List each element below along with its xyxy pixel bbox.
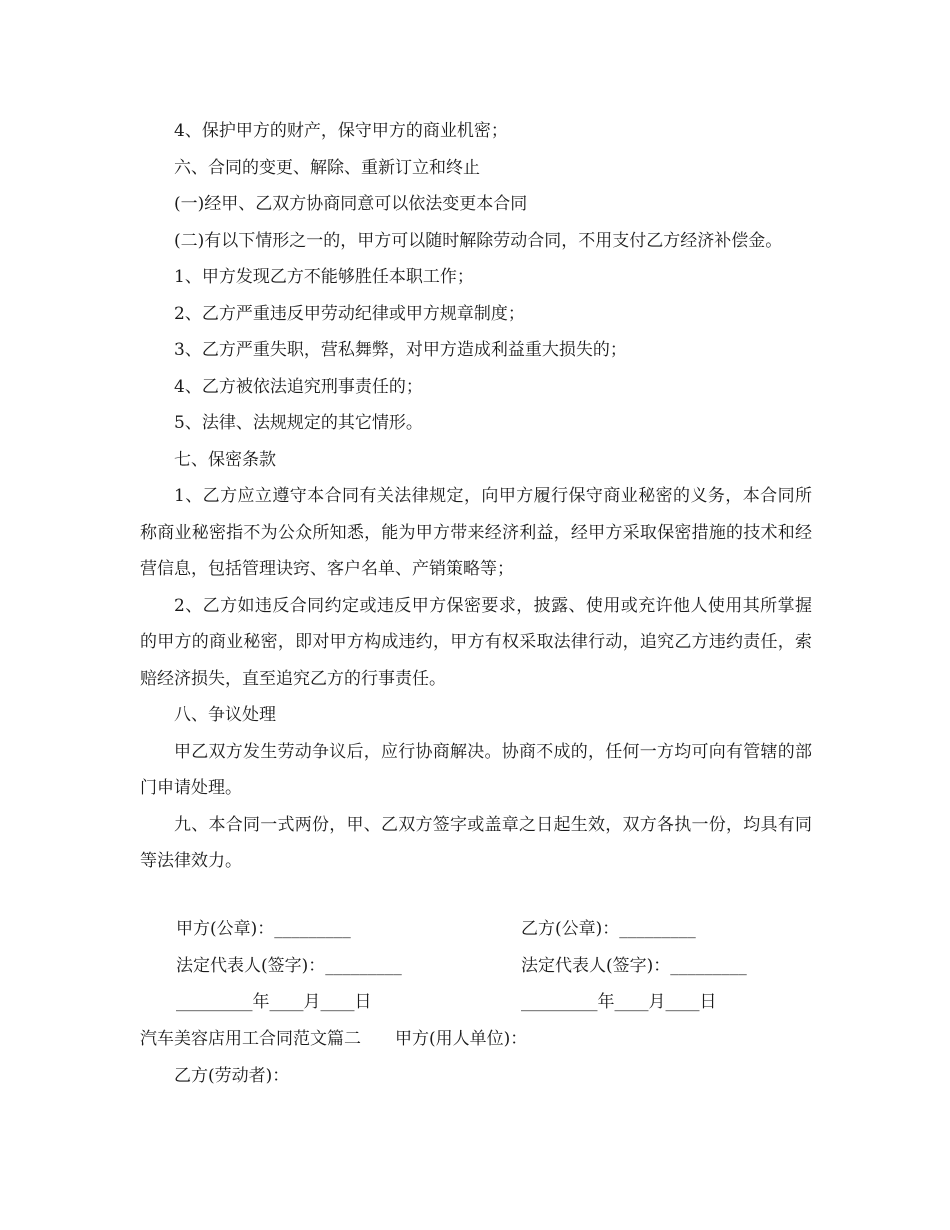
section-heading-8: 八、争议处理 [174, 705, 276, 725]
clause-protect-property: 4、保护甲方的财产，保守甲方的商业机密； [174, 121, 508, 141]
party-b-seal-line: 乙方(公章)：_________ [521, 919, 696, 939]
section-9-clause: 九、本合同一式两份，甲、乙双方签字或盖章之日起生效，双方各执一份，均具有同等法律效力。 [140, 814, 812, 871]
next-contract-start [140, 1021, 527, 1094]
next-contract-party-b-line: 乙方(劳动者)： [140, 1065, 290, 1086]
confidentiality-clause-1: 1、乙方应立遵守本合同有关法律规定，向甲方履行保守商业秘密的义务，本合同所称商业秘密指不为公众所知悉，能为甲方带来经济利益，经甲方采取保密措施的技术和经营信息，包括管理诀窍、客户名单、产销策略等； [140, 486, 812, 579]
party-b-representative-line: 法定代表人(签字)：_________ [521, 955, 747, 976]
dispute-clause: 甲乙双方发生劳动争议后，应行协商解决。协商不成的，任何一方均可向有管辖的部门申请处理。 [140, 741, 812, 798]
termination-item-2: 2、乙方严重违反甲劳动纪律或甲方规章制度； [174, 303, 525, 324]
section-heading-7: 七、保密条款 [174, 449, 276, 470]
party-a-date-line: _________年____月____日 [176, 992, 372, 1012]
clause-termination-conditions: (二)有以下情形之一的，甲方可以随时解除劳动合同，不用支付乙方经济补偿金。 [174, 230, 783, 251]
clause-change-contract: (一)经甲、乙双方协商同意可以依法变更本合同 [174, 194, 528, 214]
signature-row-representative [0, 948, 950, 985]
party-a-seal-line: 甲方(公章)：_________ [176, 919, 351, 939]
party-a-representative-line: 法定代表人(签字)：_________ [176, 955, 402, 976]
signature-block [0, 911, 950, 1021]
termination-item-1: 1、甲方发现乙方不能够胜任本职工作； [174, 267, 474, 287]
confidentiality-clause-2: 2、乙方如违反合同约定或违反甲方保密要求，披露、使用或充许他人使用其所掌握的甲方的商业秘密，即对甲方构成违约，甲方有权采取法律行动，追究乙方违约责任，索赔经济损失，直至追究乙方的行事责任。 [140, 595, 812, 689]
section-heading-6: 六、合同的变更、解除、重新订立和终止 [174, 157, 480, 178]
termination-item-3: 3、乙方严重失职，营私舞弊，对甲方造成利益重大损失的； [174, 340, 627, 360]
signature-row-seal [0, 911, 950, 948]
next-contract-title-line: 汽车美容店用工合同范文篇二 甲方(用人单位)： [140, 1029, 528, 1049]
termination-item-5: 5、法律、法规规定的其它情形。 [174, 413, 423, 433]
signature-row-date [0, 984, 950, 1021]
party-b-date-line: _________年____月____日 [521, 992, 717, 1012]
contract-body [140, 113, 812, 880]
termination-item-4: 4、乙方被依法追究刑事责任的； [174, 376, 423, 397]
